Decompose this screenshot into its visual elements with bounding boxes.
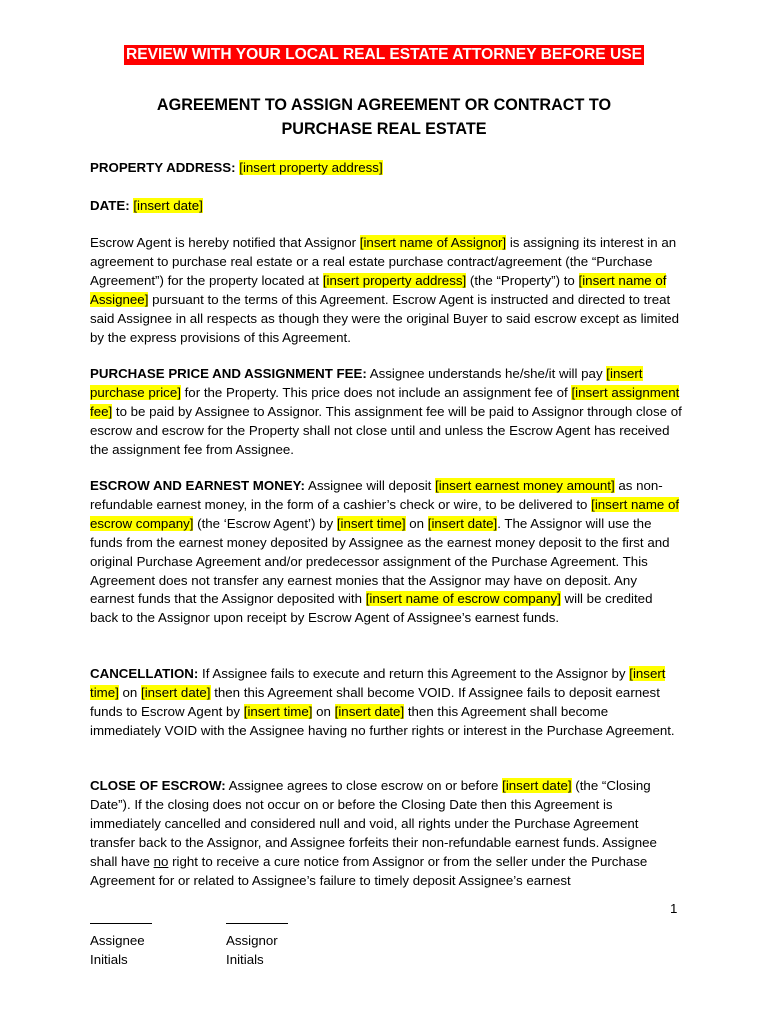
- assignee-initials-block: [90, 923, 152, 970]
- close-of-escrow-paragraph: [90, 777, 682, 890]
- date-placeholder: [insert date]: [427, 515, 498, 531]
- paragraph-text: to be paid by Assignee to Assignor. This assignment fee will be paid to Assignor through close of escrow and escrow for the Property shall not close until and unless the Escrow Agent has received the assignment fee from Assignee.: [90, 403, 682, 457]
- title-line-2: PURCHASE REAL ESTATE: [281, 120, 487, 138]
- paragraph-text: Assignee will deposit: [304, 478, 436, 493]
- date-placeholder: [insert date]: [141, 684, 211, 700]
- date-placeholder: [insert date]: [334, 703, 405, 719]
- intro-text: pursuant to the terms of this Agreement. Escrow Agent is instructed and directed to treat said Assignee in all respects as though they were the original Buyer to said escrow except as limited by the express provisions of this Agreement.: [90, 291, 680, 345]
- paragraph-text: on: [312, 703, 335, 719]
- assignor-initials-line[interactable]: [226, 923, 288, 924]
- escrow-company-placeholder: [insert name of escrow company]: [365, 591, 561, 607]
- purchase-price-label: PURCHASE PRICE AND ASSIGNMENT FEE:: [90, 366, 367, 381]
- intro-text: Escrow Agent is hereby notified that Assignor: [90, 235, 360, 250]
- date-placeholder: [insert date]: [133, 198, 203, 213]
- warning-banner: REVIEW WITH YOUR LOCAL REAL ESTATE ATTORNEY BEFORE USE: [125, 46, 643, 63]
- underlined-no: no: [153, 853, 169, 869]
- property-address-placeholder: [insert property address]: [239, 160, 383, 175]
- paragraph-text: (the ‘Escrow Agent’) by: [193, 515, 337, 531]
- escrow-company-placeholder: [insert name of escrow company]: [90, 496, 680, 531]
- paragraph-text: right to receive a cure notice from Assignor or from the seller under the Purchase Agreement for or related to Assignee’s failure to timely deposit Assignee’s earnest: [90, 853, 648, 888]
- intro-paragraph: [90, 234, 682, 347]
- paragraph-text: on: [405, 515, 428, 531]
- property-address-label: PROPERTY ADDRESS:: [90, 160, 236, 175]
- intro-text: is assigning its interest in an agreement to purchase real estate or a real estate purchase contract/agreement (the “Purchase Agreement”) for the property located at: [90, 235, 677, 288]
- paragraph-text: (the “Closing Date”). If the closing does not occur on or before the Closing Date then this Agreement is immediately cancelled and considered null and void, all rights under the Purchase Agreement transfer back to the Assignor, and Assignee forfeits their non-refundable earnest funds. Assignee shall have: [90, 778, 657, 869]
- property-address-placeholder: [insert property address]: [322, 272, 467, 288]
- paragraph-text: then this Agreement shall become VOID. If Assignee fails to deposit earnest funds to Escrow Agent by: [90, 684, 660, 719]
- assignment-fee-placeholder: [insert assignment fee]: [90, 384, 680, 419]
- paragraph-text: Assignee understands he/she/it will pay: [366, 366, 607, 381]
- property-address-line: [90, 159, 682, 178]
- purchase-price-placeholder: [insert purchase price]: [90, 366, 643, 400]
- assignee-initials-label: Initials: [90, 951, 128, 967]
- assignee-label: Assignee: [90, 933, 145, 948]
- time-placeholder: [insert time]: [90, 666, 666, 700]
- intro-text: (the “Property”) to: [466, 272, 579, 288]
- cancellation-paragraph: [90, 665, 682, 741]
- paragraph-text: then this Agreement shall become immediately VOID with the Assignee having no further rights or interest in the Purchase Agreement.: [90, 703, 675, 738]
- assignor-name-placeholder: [insert name of Assignor]: [359, 235, 507, 250]
- date-line: [90, 197, 682, 216]
- time-placeholder: [insert time]: [243, 703, 313, 719]
- paragraph-text: as non-refundable earnest money, in the form of a cashier’s check or wire, to be delivered to: [90, 478, 663, 512]
- assignee-initials-line[interactable]: [90, 923, 152, 924]
- paragraph-text: . The Assignor will use the funds from the earnest money deposited by Assignee as the earnest money deposit to the first and original Purchase Agreement and/or predecessor assignment of the Purchase Agreement. This Agreement does not transfer any earnest monies that the Assignor may have on deposit. Any earnest funds that the Assignor deposited with: [90, 515, 670, 607]
- assignee-name-placeholder: [insert name of Assignee]: [90, 272, 667, 307]
- document-title: [0, 93, 768, 141]
- title-line-1: AGREEMENT TO ASSIGN AGREEMENT OR CONTRACT TO: [156, 96, 612, 114]
- escrow-paragraph: [90, 477, 682, 628]
- page-number: 1: [670, 901, 678, 916]
- paragraph-text: will be credited back to the Assignor upon receipt by Escrow Agent of Assignee’s earnest funds.: [90, 591, 653, 626]
- assignor-label: Assignor: [226, 933, 278, 948]
- warning-banner-wrap: [0, 45, 768, 65]
- assignor-initials-block: [226, 923, 288, 970]
- earnest-money-placeholder: [insert earnest money amount]: [435, 478, 615, 493]
- close-of-escrow-label: CLOSE OF ESCROW:: [90, 778, 226, 793]
- paragraph-text: If Assignee fails to execute and return this Agreement to the Assignor by: [198, 666, 630, 681]
- purchase-price-paragraph: [90, 365, 682, 460]
- closing-date-placeholder: [insert date]: [502, 778, 572, 793]
- cancellation-label: CANCELLATION:: [90, 666, 199, 681]
- paragraph-text: for the Property. This price does not include an assignment fee of: [180, 384, 572, 400]
- paragraph-text: on: [118, 684, 142, 700]
- paragraph-text: Assignee agrees to close escrow on or before: [225, 778, 503, 793]
- date-label: DATE:: [90, 198, 130, 213]
- assignor-initials-label: Initials: [226, 951, 264, 967]
- escrow-label: ESCROW AND EARNEST MONEY:: [90, 478, 305, 493]
- time-placeholder: [insert time]: [336, 515, 406, 531]
